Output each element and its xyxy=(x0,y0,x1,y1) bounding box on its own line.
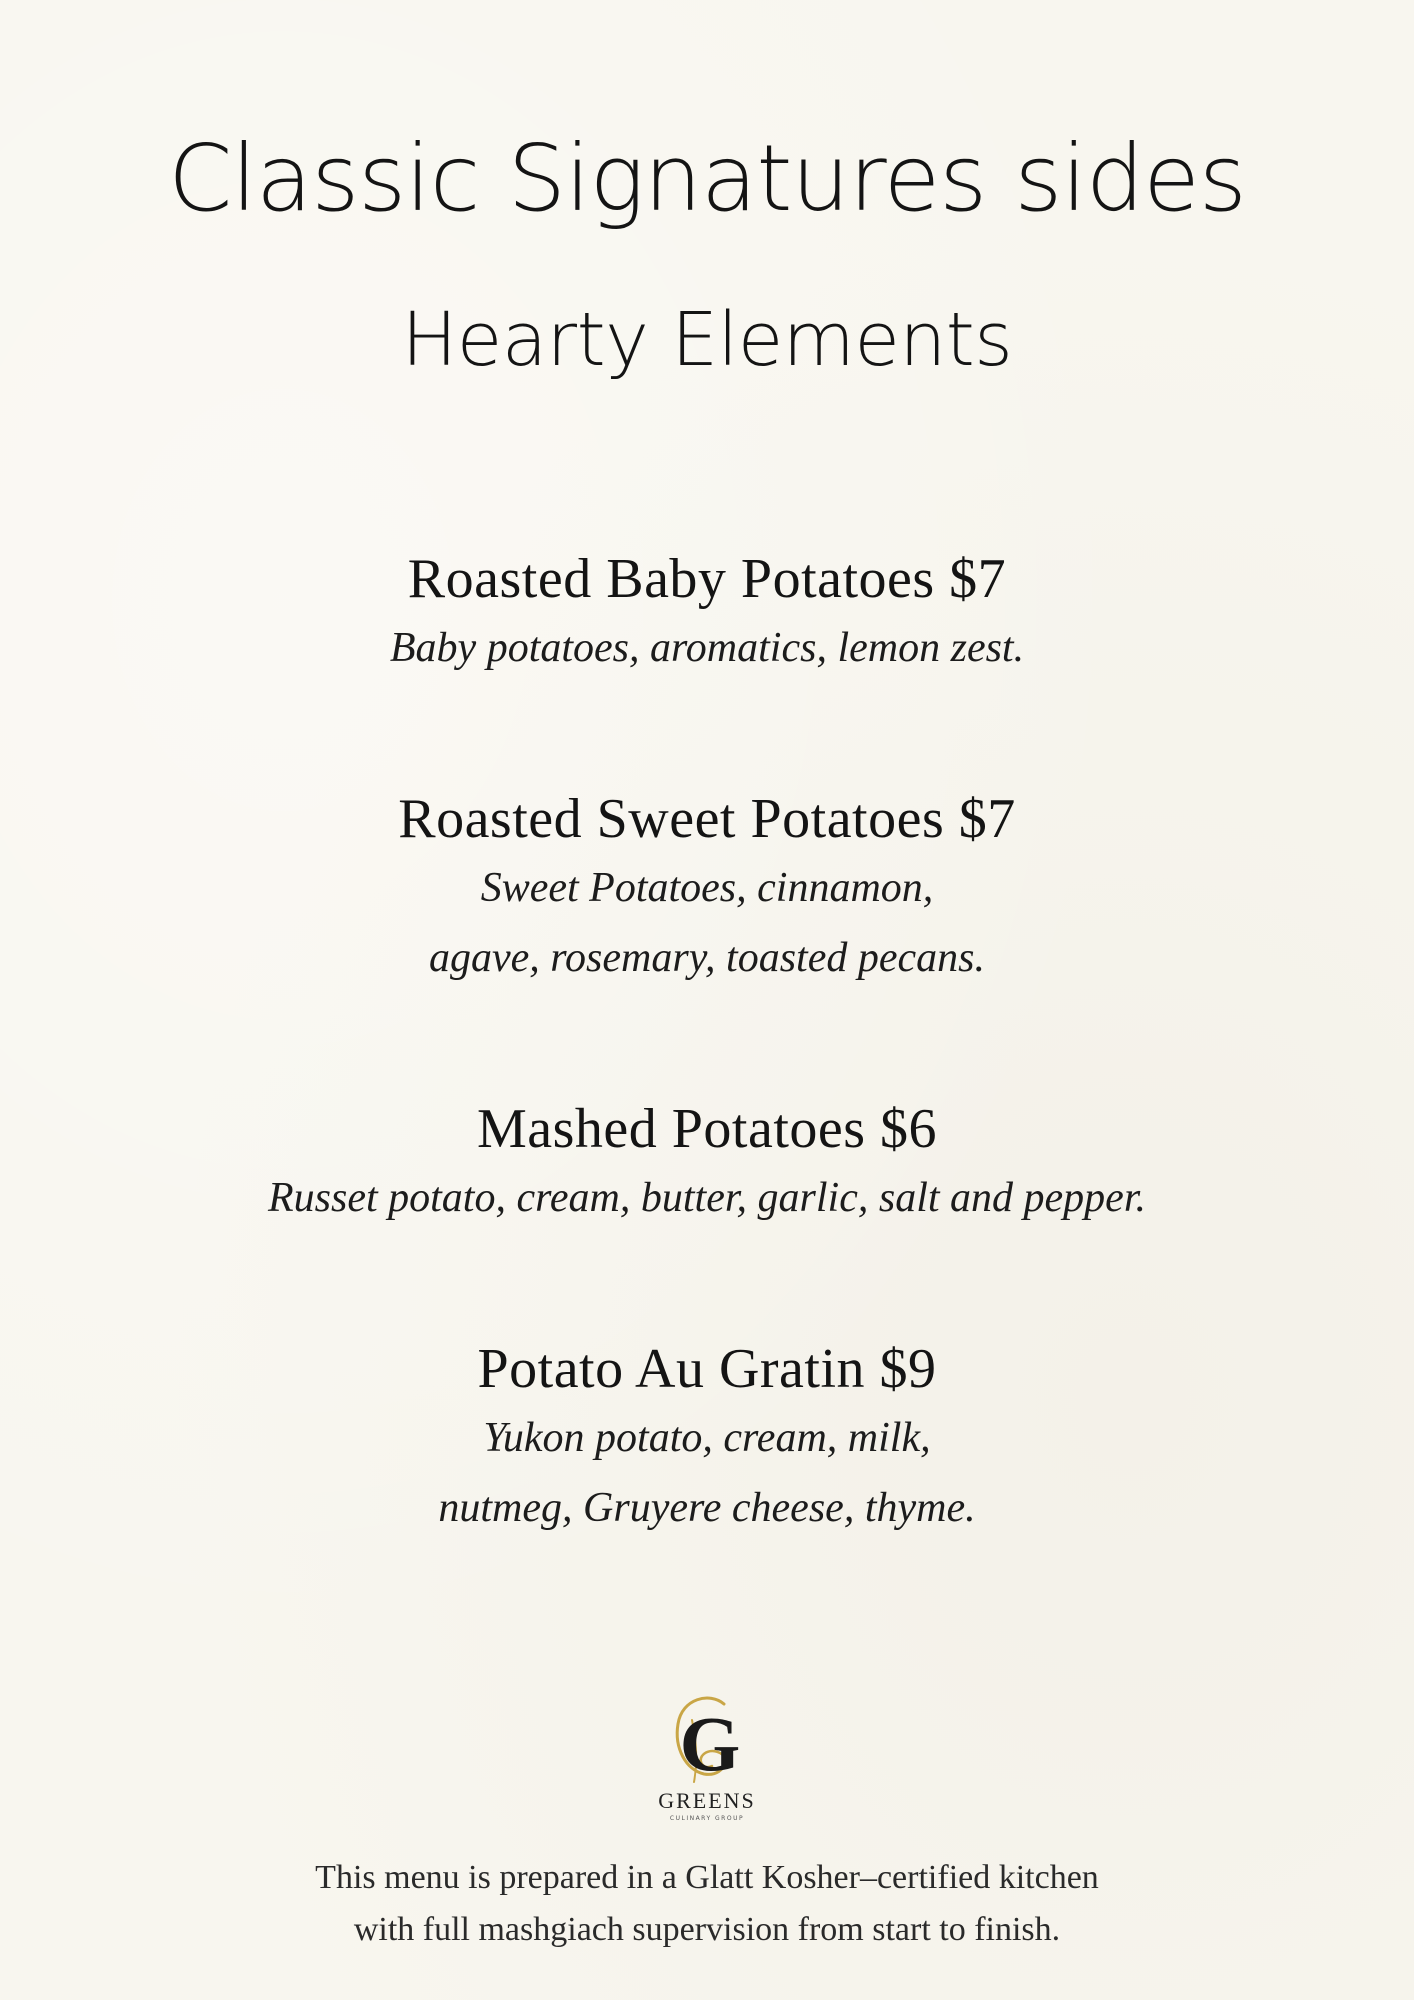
menu-item-description: Sweet Potatoes, cinnamon, xyxy=(480,865,934,912)
menu-item xyxy=(0,546,1414,683)
menu-item xyxy=(0,1336,1414,1543)
menu-item-description: Baby potatoes, aromatics, lemon zest. xyxy=(389,625,1025,672)
menu-item-name: Roasted Baby Potatoes $7 xyxy=(407,548,1007,610)
kosher-notice xyxy=(0,1852,1414,1956)
menu-item-description: Yukon potato, cream, milk, xyxy=(483,1415,931,1462)
kosher-notice-line: This menu is prepared in a Glatt Kosher–certified kitchen xyxy=(315,1859,1099,1896)
menu-item-description: Russet potato, cream, butter, garlic, salt and pepper. xyxy=(267,1175,1147,1222)
greens-monogram-icon xyxy=(652,1690,762,1786)
logo-tagline: CULINARY GROUP xyxy=(669,1815,745,1822)
svg-text:G: G xyxy=(679,1700,741,1786)
logo-wordmark: GREENS xyxy=(658,1788,756,1813)
page-title: Classic Signatures sides xyxy=(168,125,1246,232)
menu-item xyxy=(0,1096,1414,1233)
menu-item xyxy=(0,786,1414,993)
menu-item-description: agave, rosemary, toasted pecans. xyxy=(428,935,985,982)
menu-item-name: Potato Au Gratin $9 xyxy=(477,1338,937,1400)
menu-item-name: Roasted Sweet Potatoes $7 xyxy=(398,788,1016,850)
menu-item-description: nutmeg, Gruyere cheese, thyme. xyxy=(438,1485,976,1532)
section-subtitle: Hearty Elements xyxy=(401,297,1013,383)
greens-logo xyxy=(637,1690,777,1822)
kosher-notice-line: with full mashgiach supervision from start to finish. xyxy=(353,1911,1061,1948)
menu-item-name: Mashed Potatoes $6 xyxy=(476,1098,938,1160)
